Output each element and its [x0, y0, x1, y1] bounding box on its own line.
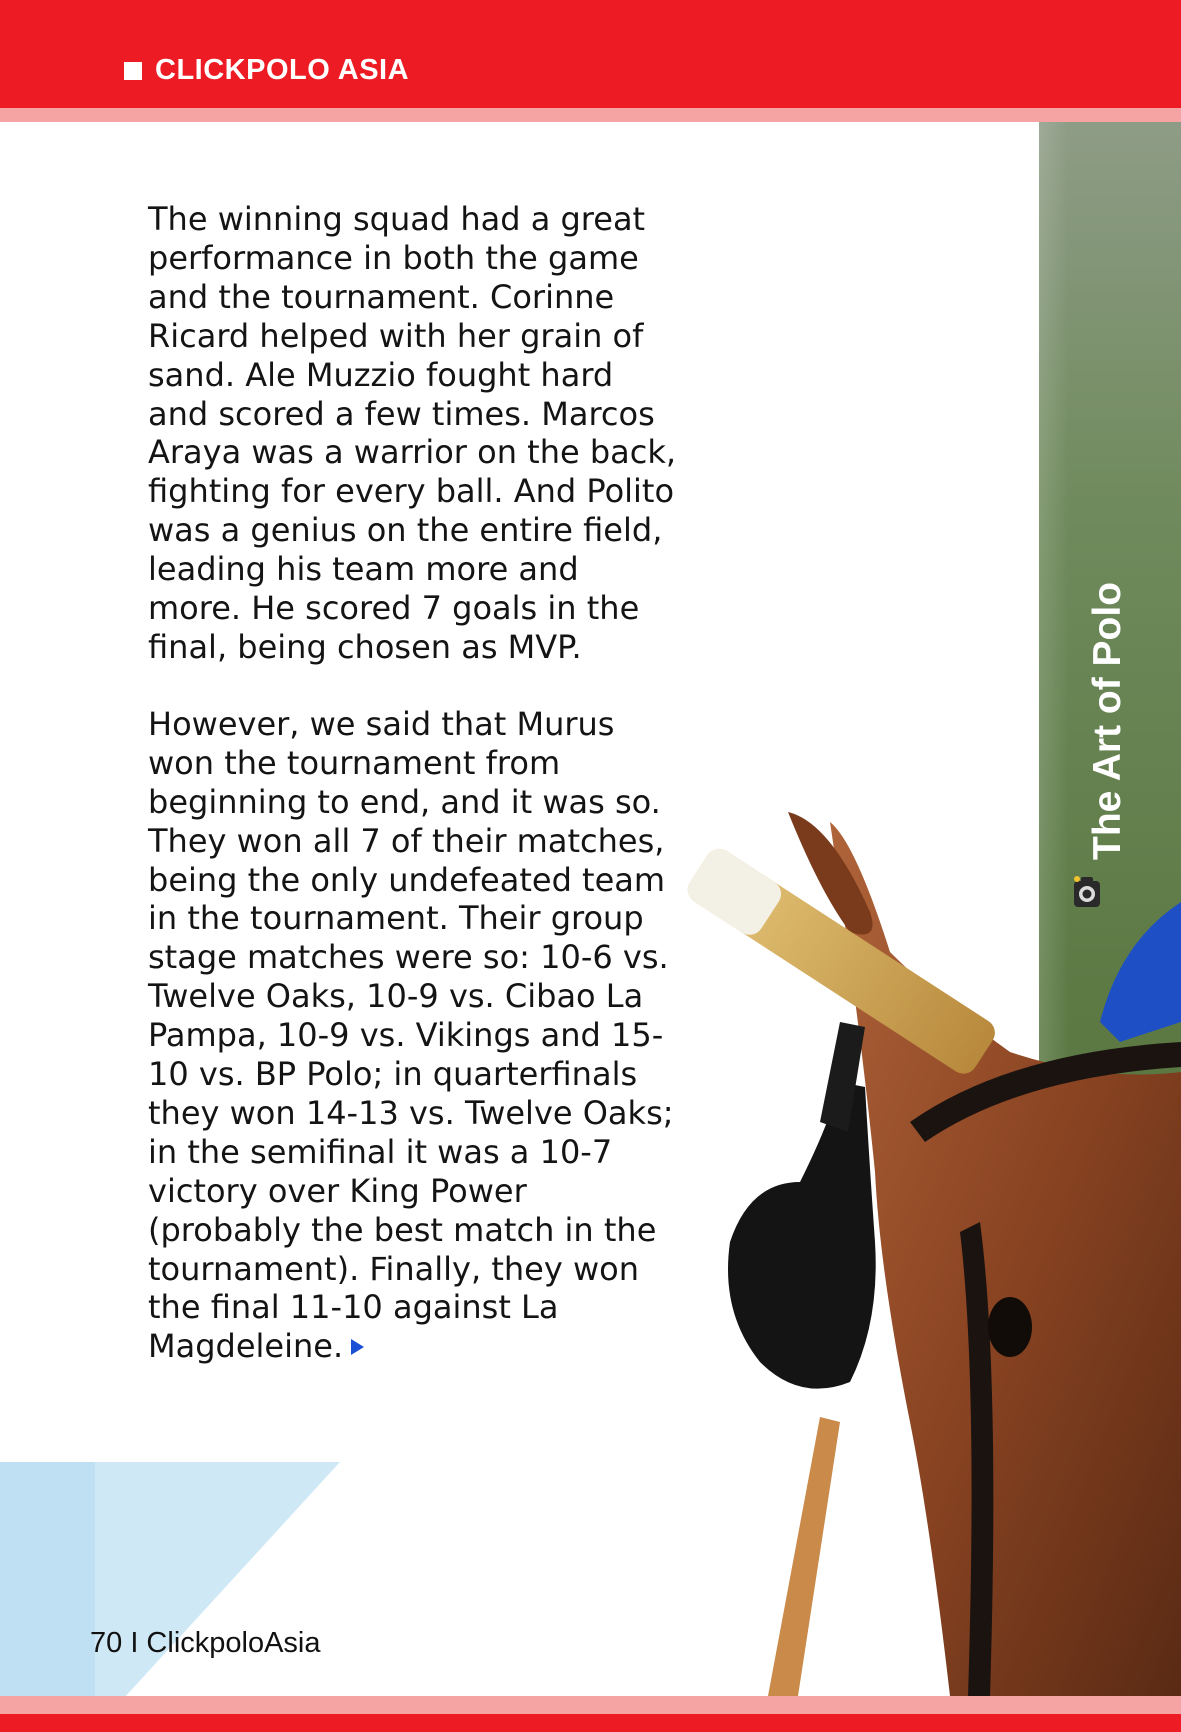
publication-title: CLICKPOLO ASIA [155, 54, 410, 86]
decorative-band [0, 1462, 95, 1696]
header-square-icon [124, 62, 142, 80]
article-paragraph-final [148, 705, 678, 1366]
footer-bar [0, 1714, 1181, 1732]
camera-icon [1070, 873, 1104, 911]
article-body [148, 200, 678, 1404]
page-footer-label: 70 I ClickpoloAsia [90, 1627, 321, 1659]
polo-player-photo [680, 122, 1181, 1696]
article-paragraph-text: However, we said that Murus won the tournament from beginning to end, and it was so. They won all 7 of their matches, being the only undefeated team in the tournament. Their group stage matches were so: 10-6 vs. Twelve Oaks, 10-9 vs. Cibao La Pampa, 10-9 vs. Vikings and 15-10 vs. BP Polo; in quarterfinals they won 14-13 vs. Twelve Oaks; in the semifinal it was a 10-7 victory over King Power (probably the best match in the tournament). Finally, they won the final 11-10 against La Magdeleine. [148, 704, 674, 1366]
end-of-article-icon [351, 1339, 364, 1355]
footer-stripe [0, 1696, 1181, 1714]
header-stripe [0, 108, 1181, 122]
section-title: The Art of Polo [1086, 581, 1129, 860]
article-paragraph: The winning squad had a great performance in both the game and the tournament. Corinne Ricard helped with her grain of sand. Ale Muzzio fought hard and scored a few times. Marcos Araya was a warrior on the back, fighting for every ball. And Polito was a genius on the entire field, leading his team more and more. He scored 7 goals in the final, being chosen as MVP. [148, 200, 677, 666]
